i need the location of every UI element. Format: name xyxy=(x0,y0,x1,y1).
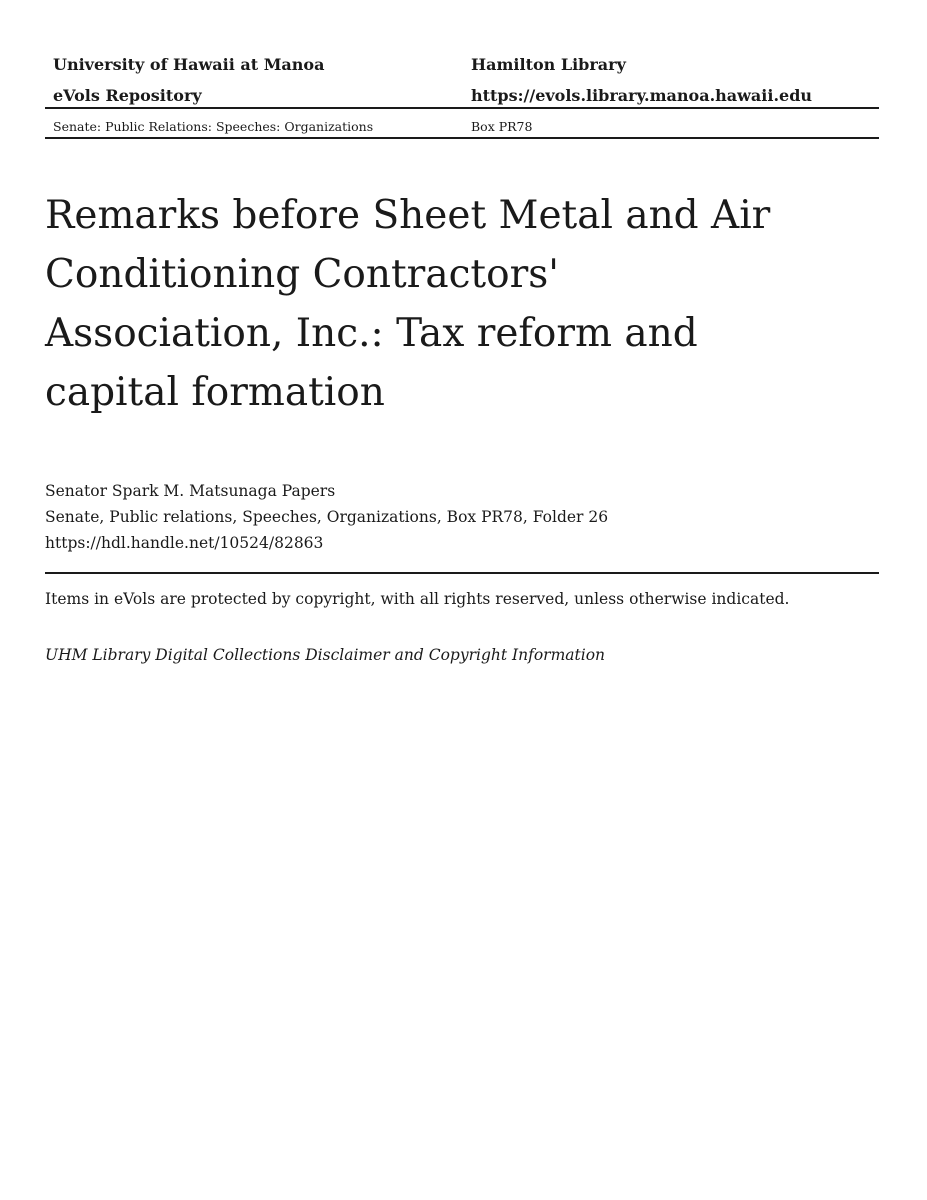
repository-name: eVols Repository xyxy=(53,86,202,105)
metadata-block xyxy=(45,478,608,556)
library-name: Hamilton Library xyxy=(471,55,626,74)
box-label: Box PR78 xyxy=(471,119,533,134)
institution-name: University of Hawaii at Manoa xyxy=(53,55,325,74)
collection-row xyxy=(45,117,879,139)
header-divider-top xyxy=(45,107,879,109)
header-row-2 xyxy=(45,83,879,114)
repository-url[interactable]: https://evols.library.manoa.hawaii.edu xyxy=(471,86,813,105)
header-divider-bottom xyxy=(45,137,879,139)
disclaimer-link[interactable]: UHM Library Digital Collections Disclaimer and Copyright Information xyxy=(45,646,606,664)
folder-location: Senate, Public relations, Speeches, Organizations, Box PR78, Folder 26 xyxy=(45,508,609,526)
collection-path: Senate: Public Relations: Speeches: Organizations xyxy=(53,119,374,134)
papers-name: Senator Spark M. Matsunaga Papers xyxy=(45,482,336,500)
header-row-1 xyxy=(45,52,879,83)
footer-divider xyxy=(45,572,879,574)
header-block xyxy=(45,52,879,114)
copyright-notice: Items in eVols are protected by copyright, with all rights reserved, unless otherwise indicated. xyxy=(45,590,790,608)
document-title: Remarks before Sheet Metal and Air Conditioning Contractors' Association, Inc.: Tax reform and capital formation xyxy=(45,193,771,415)
handle-link[interactable]: https://hdl.handle.net/10524/82863 xyxy=(45,534,324,552)
